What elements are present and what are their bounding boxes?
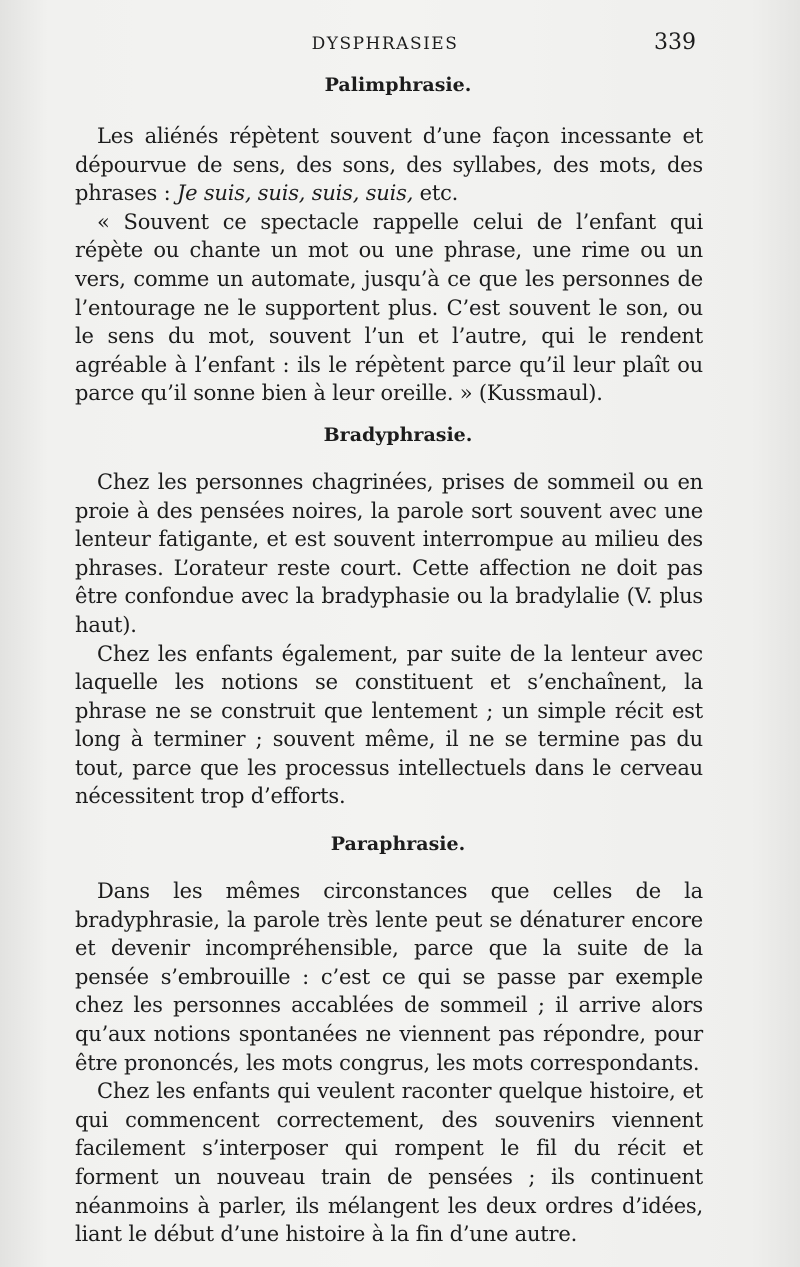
- paragraph-bradyphrasie-1: Chez les personnes chagrinées, prises de sommeil ou en proie à des pensées noires, la parole sort souvent avec une lenteur fatigante, et est souvent interrompue au milieu des phrases. L’orateur reste court. Cette affection ne doit pas être confondue avec la bradyphasie ou la bradylalie (V. plus haut).: [75, 469, 703, 637]
- paragraph-paraphrasie-2: Chez les enfants qui veulent raconter quelque histoire, et qui commencent correctement, des souvenirs viennent facilement s’interposer qui rompent le fil du récit et forment un nouveau train de pensées ; ils continuent néanmoins à parler, ils mélangent les deux ordres d’idées, liant le début d’une histoire à la fin d’une autre.: [75, 1079, 703, 1247]
- paragraph-text: Les aliénés répètent souvent d’une façon incessante et dépourvue de sens, des sons, des syllabes, des mots, des phrases :: [75, 124, 703, 206]
- section-heading-paraphrasie: Paraphrasie.: [330, 833, 466, 856]
- running-head: [0, 30, 800, 66]
- section-heading-palimphrasie: Palimphrasie.: [324, 74, 472, 96]
- body-text: [75, 72, 703, 1249]
- italic-example: Je suis, suis, suis, suis,: [176, 181, 414, 206]
- page-number: 339: [654, 30, 696, 55]
- paragraph-text: etc.: [413, 181, 459, 206]
- running-title: DYSPHRASIES: [311, 34, 459, 54]
- paragraph-palimphrasie-2: « Souvent ce spectacle rappelle celui de l’enfant qui répète ou chante un mot ou une phrase, une rime ou un vers, comme un automate, jusqu’à ce que les personnes de l’entourage ne le supportent plus. C’est souvent le son, ou le sens du mot, souvent l’un et l’autre, qui le rendent agréable à l’enfant : ils le répètent parce qu’il leur plaît ou parce qu’il sonne bien à leur oreille. » (Kussmaul).: [75, 209, 703, 406]
- paragraph-palimphrasie-1: [75, 122, 703, 208]
- section-heading-bradyphrasie: Bradyphrasie.: [323, 423, 473, 446]
- paragraph-bradyphrasie-2: Chez les enfants également, par suite de la lenteur avec laquelle les notions se constituent et s’enchaînent, la phrase ne se construit que lentement ; un simple récit est long à terminer ; souvent même, il ne se termine pas du tout, parce que les processus intellectuels dans le cerveau nécessitent trop d’efforts.: [75, 641, 703, 809]
- paragraph-paraphrasie-1: Dans les mêmes circonstances que celles de la bradyphrasie, la parole très lente peut se dénaturer encore et devenir incompréhensible, parce que la suite de la pensée s’embrouille : c’est ce qui se passe par exemple chez les personnes accablées de sommeil ; il arrive alors qu’aux notions spontanées ne viennent pas répondre, pour être prononcés, les mots congrus, les mots correspondants.: [75, 879, 703, 1075]
